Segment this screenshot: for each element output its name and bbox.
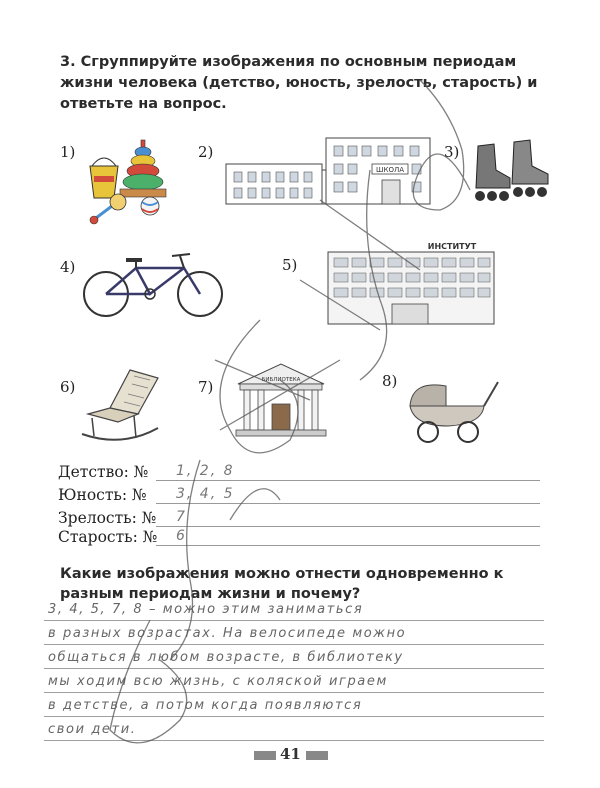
handwritten-text: в разных возрастах. На велосипеде можно [48, 626, 407, 641]
answer-row-childhood [58, 462, 540, 483]
roller-skates-icon [470, 136, 554, 206]
handwritten-line[interactable] [44, 670, 544, 693]
picture-5-label: 5) [282, 256, 298, 274]
handwritten-line[interactable] [44, 646, 544, 669]
answer-label-maturity: Зрелость: № [58, 509, 157, 527]
school-building-icon [222, 134, 434, 208]
handwritten-text: свои дети. [48, 722, 137, 737]
picture-7-label: 7) [198, 378, 214, 396]
institute-building-icon [326, 238, 496, 328]
answer-value-childhood: 1, 2, 8 [176, 463, 235, 479]
answer-value-maturity: 7 [176, 509, 187, 525]
answer-line[interactable] [156, 545, 540, 546]
page-number [254, 745, 328, 763]
answer-label-childhood: Детство: № [58, 463, 149, 481]
handwritten-line[interactable] [44, 718, 544, 741]
toys-icon [84, 136, 184, 228]
picture-4-label: 4) [60, 258, 76, 276]
library-building-icon [234, 360, 328, 440]
task-title: 3. Сгруппируйте изображения по основным периодам жизни человека (детство, юность, зрелость, старость) и ответьте на вопрос. [60, 54, 538, 112]
answer-row-youth [58, 485, 540, 506]
handwritten-text: общаться в любом возрасте, в библиотеку [48, 650, 404, 665]
answer-value-old-age: 6 [176, 528, 187, 544]
picture-3-label: 3) [444, 143, 460, 161]
answer-line[interactable] [156, 480, 540, 481]
answer-label-youth: Юность: № [58, 486, 147, 504]
bicycle-icon [80, 246, 230, 320]
baby-carriage-icon [404, 376, 504, 444]
handwritten-line[interactable] [44, 598, 544, 621]
answer-row-maturity [58, 508, 540, 529]
library-sign-text: БИБЛИОТЕКА [261, 377, 301, 383]
institute-sign-text: ИНСТИТУТ [427, 242, 477, 251]
answer-value-youth: 3, 4, 5 [176, 486, 235, 502]
page-number-text: 41 [280, 745, 301, 763]
answer-line[interactable] [156, 503, 540, 504]
picture-8-label: 8) [382, 372, 398, 390]
handwritten-line[interactable] [44, 694, 544, 717]
page-number-bar-left [254, 751, 276, 760]
school-sign-text: ШКОЛА [375, 166, 405, 174]
picture-1-label: 1) [60, 143, 76, 161]
handwritten-text: мы ходим всю жизнь, с коляской играем [48, 674, 388, 689]
picture-2-label: 2) [198, 143, 214, 161]
question-text: Какие изображения можно отнести одновременно к разным периодам жизни и почему? [60, 566, 504, 602]
page-number-bar-right [306, 751, 328, 760]
rocking-chair-icon [78, 364, 168, 446]
handwritten-text: в детстве, а потом когда появляются [48, 698, 363, 713]
handwritten-line[interactable] [44, 622, 544, 645]
handwritten-text: 3, 4, 5, 7, 8 – можно этим заниматься [48, 602, 364, 617]
answer-row-old-age [58, 527, 540, 548]
picture-6-label: 6) [60, 378, 76, 396]
answer-label-old-age: Старость: № [58, 528, 158, 546]
